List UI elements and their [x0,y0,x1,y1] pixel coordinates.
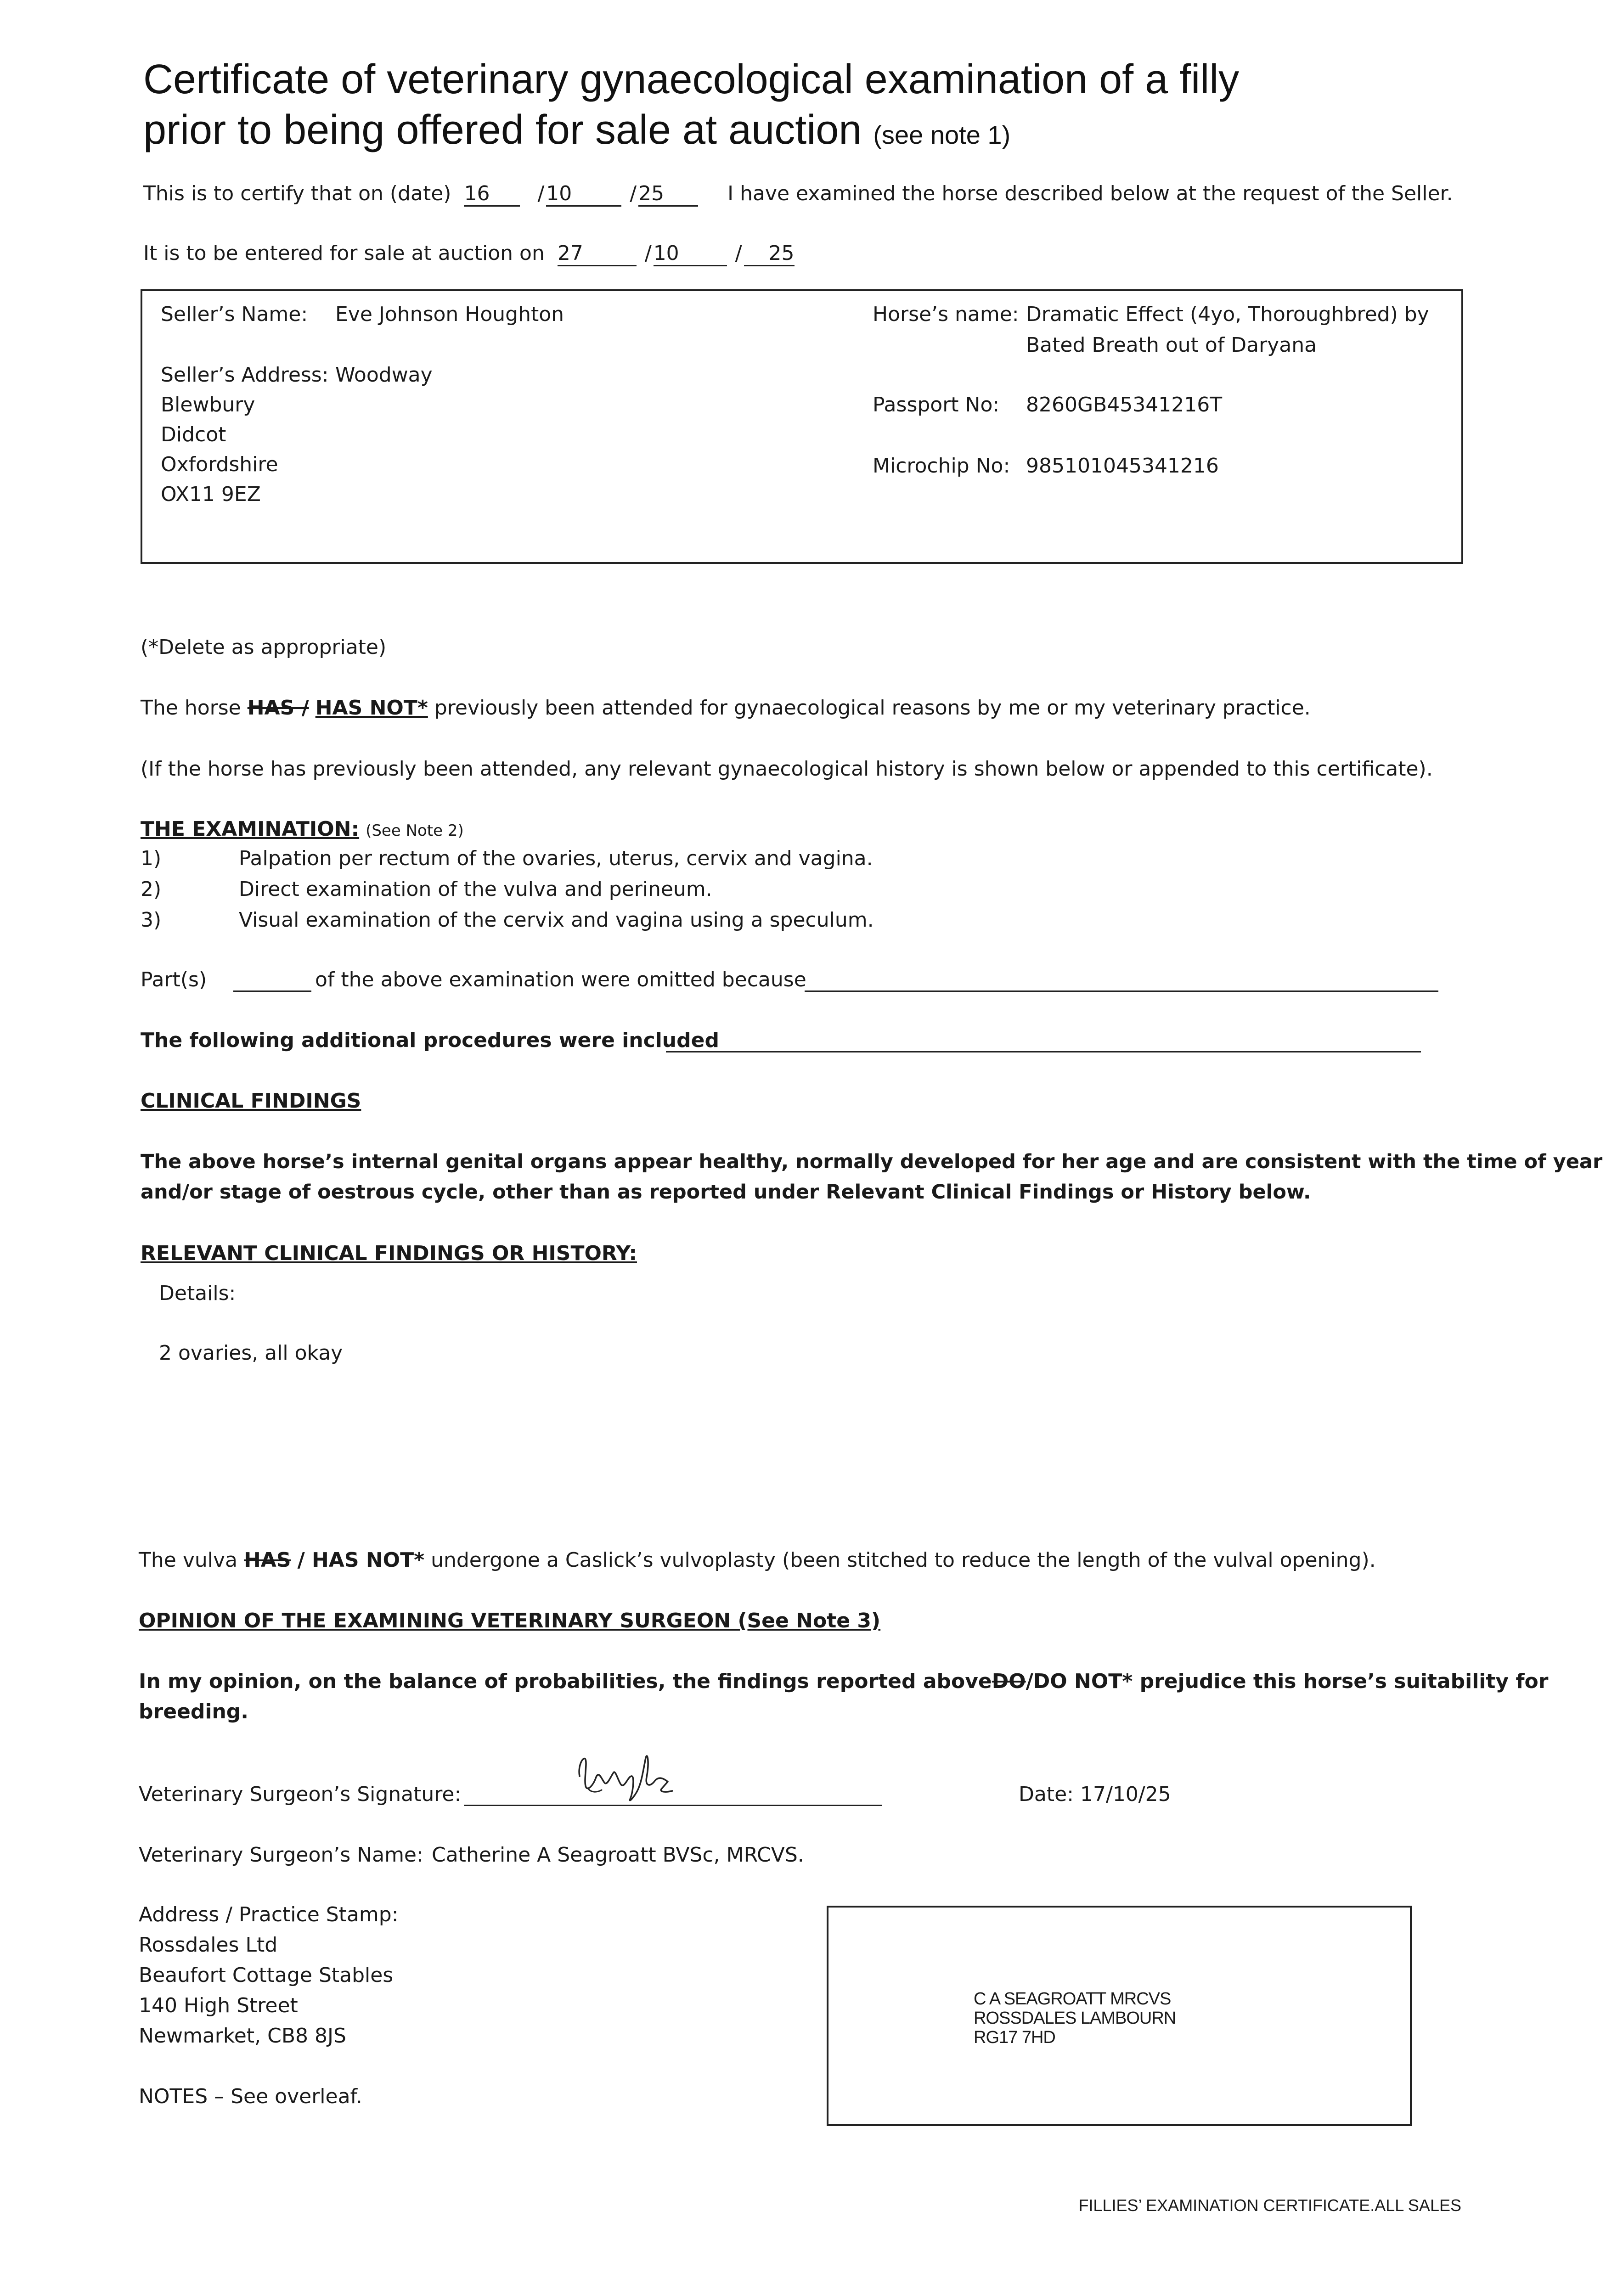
opinion-line-2: breeding. [139,1700,248,1723]
certify-year: 25 [638,182,698,207]
certify-day: 16 [464,182,520,207]
details-text: 2 ovaries, all okay [159,1341,343,1365]
auction-prefix: It is to be entered for sale at auction on [143,242,545,265]
vulva-kept: / HAS NOT* [297,1548,425,1572]
seller-address-line: OX11 9EZ [161,483,261,506]
attended-line [141,694,1311,722]
omitted-middle: of the above examination were omitted because [315,968,806,991]
stamp-line: RG17 7HD [974,2028,1055,2047]
footer-label: FILLIES’ EXAMINATION CERTIFICATE.ALL SALES [1078,2196,1461,2215]
vet-name-label: Veterinary Surgeon’s Name: [139,1843,423,1867]
examination-item-number: 1) [141,847,162,870]
seller-address-line: Blewbury [161,393,255,416]
auction-year: 25 [744,242,795,266]
attended-kept: HAS NOT* [315,696,428,720]
details-label: Details: [159,1282,236,1305]
signature-label: Veterinary Surgeon’s Signature: [139,1783,462,1806]
opinion-struck: DO [992,1670,1026,1693]
certify-month: 10 [546,182,621,207]
signature-scribble [569,1749,680,1808]
seller-address-line: Oxfordshire [161,453,278,476]
seller-address-line: Woodway [335,363,433,387]
examination-item-text: Direct examination of the vulva and perineum. [239,878,712,901]
opinion-line-1-prefix: In my opinion, on the balance of probabilities, the findings reported above [139,1670,992,1693]
seller-name: Eve Johnson Houghton [335,303,564,326]
seller-address-label: Seller’s Address: [161,363,329,387]
vulva-prefix: The vulva [139,1548,237,1572]
practice-address-label: Address / Practice Stamp: [139,1903,399,1926]
history-note: (If the horse has previously been attended, any relevant gynaecological history is shown below or appended to this certificate). [141,757,1433,781]
horse-name-line-2: Bated Breath out of Daryana [1026,333,1317,357]
practice-address-line: Beaufort Cottage Stables [139,1964,394,1987]
microchip-label: Microchip No: [873,454,1010,478]
examination-item-number: 3) [141,908,162,932]
title-note: (see note 1) [873,120,1011,149]
delete-note: (*Delete as appropriate) [141,636,387,659]
clinical-findings-heading: CLINICAL FINDINGS [141,1089,361,1113]
title-line-2-text: prior to being offered for sale at auction [143,107,862,153]
examination-item-text: Palpation per rectum of the ovaries, uterus, cervix and vagina. [239,847,873,870]
signature-date-label: Date: [1019,1783,1074,1806]
additional-procedures-label: The following additional procedures were included [141,1029,719,1052]
seller-horse-box [141,289,1463,564]
signature-date-value: 17/10/25 [1080,1783,1171,1806]
vulva-struck: HAS [243,1548,291,1572]
microchip-number: 985101045341216 [1026,454,1219,478]
clinical-findings-line-2: and/or stage of oestrous cycle, other than as reported under Relevant Clinical Findings or History below. [141,1181,1311,1204]
omitted-prefix: Part(s) [141,968,207,991]
opinion-line-1 [139,1668,1548,1695]
omitted-reason-blank[interactable] [805,990,1438,992]
attended-suffix: previously been attended for gynaecological reasons by me or my veterinary practice. [434,696,1311,720]
attended-prefix: The horse [141,696,241,720]
stamp-line: ROSSDALES LAMBOURN [974,2009,1176,2028]
practice-address-line: 140 High Street [139,1994,298,2017]
stamp-line: C A SEAGROATT MRCVS [974,1989,1171,2009]
relevant-findings-heading: RELEVANT CLINICAL FINDINGS OR HISTORY: [141,1242,637,1265]
title-line-1: Certificate of veterinary gynaecological examination of a filly [143,56,1240,102]
passport-label: Passport No: [873,393,1000,416]
vet-name: Catherine A Seagroatt BVSc, MRCVS. [432,1843,804,1867]
notes-overleaf: NOTES – See overleaf. [139,2085,362,2108]
passport-number: 8260GB45341216T [1026,393,1223,416]
signature-date [1019,1781,1171,1808]
practice-address-line: Newmarket, CB8 8JS [139,2024,346,2048]
clinical-findings-line-1: The above horse’s internal genital organs appear healthy, normally developed for her age and are consistent with the time of year [141,1150,1603,1173]
certify-prefix: This is to certify that on (date) [143,182,451,205]
certify-suffix: I have examined the horse described below at the request of the Seller. [727,182,1453,205]
seller-address-line: Didcot [161,423,226,446]
omitted-parts-blank[interactable] [233,990,311,992]
examination-item-text: Visual examination of the cervix and vagina using a speculum. [239,908,874,932]
seller-name-label: Seller’s Name: [161,303,308,326]
examination-heading [141,816,464,844]
examination-heading-note: (See Note 2) [366,822,464,840]
opinion-line-1-suffix: /DO NOT* prejudice this horse’s suitability for [1026,1670,1549,1693]
attended-struck: HAS / [247,696,309,720]
opinion-heading: OPINION OF THE EXAMINING VETERINARY SURGEON (See Note 3) [139,1609,881,1632]
horse-name-label: Horse’s name: [873,303,1019,326]
examination-item-number: 2) [141,878,162,901]
auction-month: 10 [654,242,727,266]
title-line-2 [143,105,1010,160]
auction-line: It is to be entered for sale at auction on 27 /10 / 25 [143,240,795,267]
vulva-suffix: undergone a Caslick’s vulvoplasty (been stitched to reduce the length of the vulval opening). [431,1548,1376,1572]
horse-name-line-1: Dramatic Effect (4yo, Thoroughbred) by [1026,303,1429,326]
practice-address-line: Rossdales Ltd [139,1933,278,1957]
additional-procedures-blank[interactable] [666,1051,1421,1052]
vulva-line [139,1547,1376,1574]
auction-day: 27 [558,242,637,266]
certify-line: This is to certify that on (date) 16 /10 /25 I have examined the horse described below at the request of the Seller. [143,180,1453,208]
examination-heading-text: THE EXAMINATION: [141,817,360,841]
